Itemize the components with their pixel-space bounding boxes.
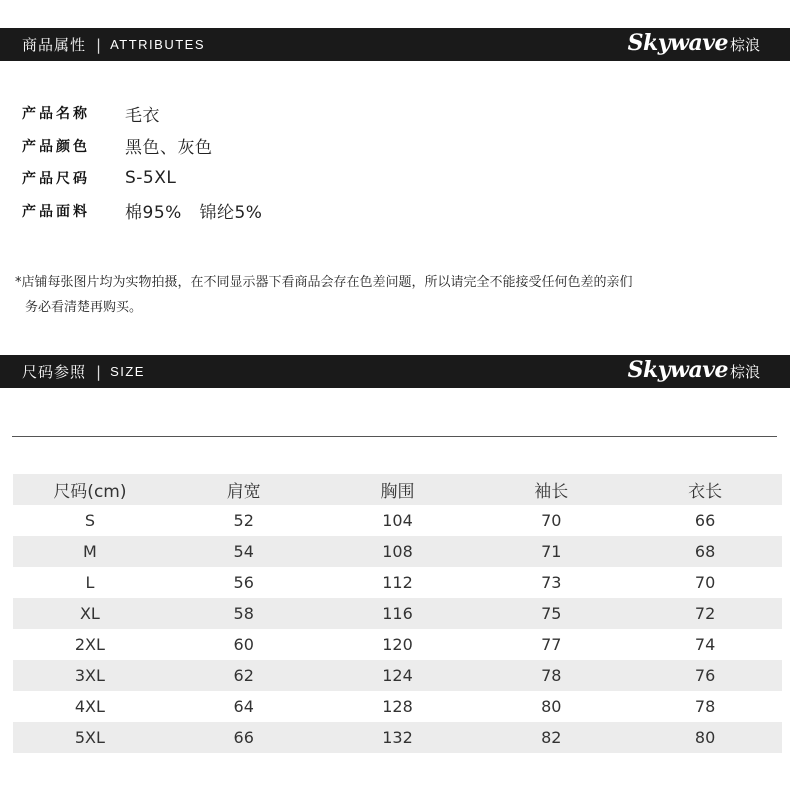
table-cell: 54 [167,536,321,567]
table-cell: 116 [321,598,475,629]
attribute-label: 产品颜色 [22,138,90,155]
notice-line-2: 务必看清楚再购买。 [25,300,143,315]
table-cell: 77 [541,635,562,654]
table-row [13,505,782,536]
size-title-cn: 尺码参照 [22,363,87,381]
brand-logo [628,357,760,383]
color-difference-notice [15,270,755,320]
column-header-sleeve: 袖长 [474,474,628,505]
table-cell: L [85,573,95,592]
table-cell: 108 [321,536,475,567]
attribute-label: 产品尺码 [22,171,90,188]
brand-logo-text: Skywave [627,30,728,56]
size-title-en: SIZE [110,364,145,379]
table-header-row [13,474,782,505]
table-row [13,660,782,691]
table-cell: 5XL [13,722,167,753]
attributes-header-bar [0,28,790,61]
attributes-title-cn: 商品属性 [22,36,87,54]
attribute-row-fabric [22,195,262,228]
table-cell: 3XL [13,660,167,691]
table-row [13,691,782,722]
table-cell: 66 [167,722,321,753]
table-cell: 132 [321,722,475,753]
table-cell: 120 [382,635,413,654]
table-cell: 70 [541,511,562,530]
attribute-value: 毛衣 [125,105,160,126]
table-cell: 76 [628,660,782,691]
attribute-value: S-5XL [125,168,177,189]
attribute-value: 黑色、灰色 [125,138,213,159]
table-cell: 128 [382,697,413,716]
table-cell: S [84,511,95,530]
attributes-title-en: ATTRIBUTES [110,37,206,52]
table-cell: 78 [694,697,716,716]
table-cell: 66 [694,511,716,530]
table-cell: 2XL [74,635,105,654]
notice-line-1: *店铺每张图片均为实物拍摄，在不同显示器下看商品会存在色差问题，所以请完全不能接受任何色差的亲们 [15,275,633,290]
header-separator: | [96,35,102,54]
brand-logo-cn: 棕浪 [729,36,760,54]
table-cell: 80 [541,697,562,716]
attribute-row-name [22,97,262,130]
size-header-bar [0,355,790,388]
header-separator: | [96,362,102,381]
table-cell: 64 [233,697,254,716]
table-cell: XL [13,598,167,629]
table-cell: 104 [382,511,413,530]
table-cell: 60 [233,635,254,654]
table-cell: 71 [474,536,628,567]
column-header-size: 尺码(cm) [13,474,167,505]
column-header-length: 衣长 [628,474,782,505]
size-chart-table [13,474,782,753]
attribute-row-color [22,130,262,163]
brand-logo-text: Skywave [627,357,728,383]
table-cell: 72 [628,598,782,629]
table-cell: 70 [694,573,716,592]
table-cell: M [13,536,167,567]
divider-line [12,436,777,437]
table-cell: 124 [321,660,475,691]
table-cell: 62 [167,660,321,691]
table-cell: 112 [382,573,413,592]
product-attributes [22,97,262,227]
table-cell: 73 [541,573,562,592]
table-row [13,598,782,629]
table-cell: 56 [233,573,254,592]
table-cell: 80 [628,722,782,753]
brand-logo-cn: 棕浪 [729,363,760,381]
table-cell: 58 [167,598,321,629]
table-cell: 74 [694,635,716,654]
column-header-chest: 胸围 [321,474,475,505]
table-cell: 82 [474,722,628,753]
table-row [13,567,782,598]
brand-logo [628,30,760,56]
table-row [13,536,782,567]
table-cell: 75 [474,598,628,629]
table-cell: 78 [474,660,628,691]
attribute-label: 产品面料 [22,203,90,220]
table-row [13,629,782,660]
table-cell: 68 [628,536,782,567]
table-cell: 4XL [74,697,105,716]
table-cell: 52 [233,511,254,530]
column-header-shoulder: 肩宽 [167,474,321,505]
attribute-value: 棉95% 锦纶5% [125,203,263,224]
attribute-label: 产品名称 [22,106,90,123]
attribute-row-size [22,162,262,195]
table-row [13,722,782,753]
